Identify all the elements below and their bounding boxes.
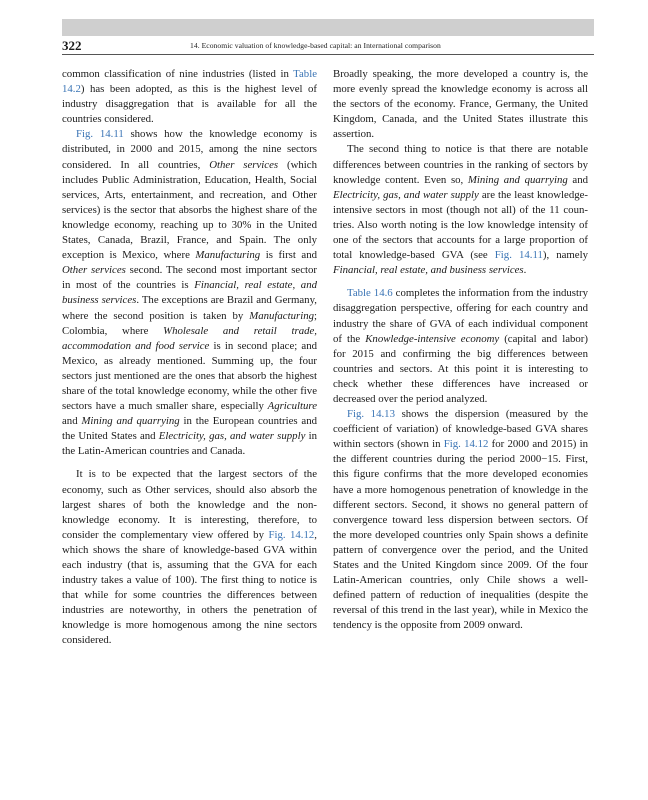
paragraph: Fig. 14.13 shows the dispersion (measured by the coefficient of variation) of knowledge-based GVA shares within sectors (shown in Fig. 14.12 for 2000 and 2015) in the different countries during the period 2000−15. First, this figure confirms that the more developed economies have a more homogenous penetration of knowledge in the different sectors. Second, it shows no general pattern of convergence toward less dispersion between sectors. Of the more developed countries only Spain shows a definite pattern of convergence over the period, and the United States and the United Kingdom since 2009. Of the four Latin-American countries, only Chile shows a well-defined pattern of reduction of inequalities (despite the reversal of this trend in the last year), while in Mexico the tendency is the opposite from 2009 onward.: [333, 408, 588, 632]
paragraph: The second thing to notice is that there are notable differences between countries in the ranking of sectors by knowledge content. Even so, Mining and quarrying and Electricity, gas, and water supply are the least knowledge-intensive sectors in most (though not all) of the 11 countries. Also worth noting is the low knowledge intensity of one of the sectors that accounts for a large proportion of total knowledge-based GVA (see Fig. 14.11), namely Financial, real estate, and business services.: [333, 143, 588, 277]
table-14-6-link[interactable]: Table 14.6: [347, 287, 393, 300]
paragraph: Table 14.6 completes the information from the industry disaggregation perspective, offering for each country and industry the share of GVA of each individual component of the Knowledge-intensive economy (capital and labor) for 2015 and confirming the big differences between countries and sectors. At this point it is interesting to check whether these differences have increased or decreased over the period analyzed.: [333, 287, 588, 405]
fig-14-12-link[interactable]: Fig. 14.12: [268, 528, 315, 541]
right-column: [333, 67, 588, 633]
header-rule: [62, 54, 594, 55]
left-column: [62, 67, 317, 649]
fig-14-11-link[interactable]: Fig. 14.11: [494, 249, 543, 262]
paragraph: Broadly speaking, the more developed a country is, the more evenly spread the knowledge economy is across all the sectors of the economy. France, Germany, the United Kingdom, Canada, and the United States illustrate this assertion.: [333, 68, 588, 141]
fig-14-13-link[interactable]: Fig. 14.13: [347, 408, 395, 421]
page-number: 322: [62, 38, 82, 53]
running-title: 14. Economic valuation of knowledge-based capital: an International comparison: [190, 41, 441, 50]
paragraph: common classification of nine industries (listed in Table 14.2) has been adopted, as this is the highest level of industry disaggregation that is available for all the countries considered.: [62, 68, 317, 126]
header-bar: [62, 19, 594, 36]
fig-14-11-link[interactable]: Fig. 14.11: [76, 128, 124, 141]
paragraph: It is to be expected that the largest sectors of the economy, such as Other services, should also absorb the largest shares of both the knowledge and the non-knowledge economy. It is interesting, therefore, to consider the complementary view offered by Fig. 14.12, which shows the share of knowledge-based GVA within each industry (that is, assuming that the GVA for each industry takes a value of 100). The first thing to notice is that while for some countries the differences between industries are noteworthy, in others the penetration of knowledge is more homogenous among the nine sectors considered.: [62, 468, 317, 647]
paragraph: Fig. 14.11 shows how the knowledge economy is distributed, in 2000 and 2015, among the nine sectors considered. In all countries, Other services (which includes Public Administration, Education, Health, Social services, Arts, entertainment, and recreation, and Other services) is the sector that absorbs the highest share of the knowledge economy, reaching up to 30% in the United States, Canada, Brazil, France, and Spain. The only exception is Mexico, where Manufacturing is first and Other services second. The second most important sector in most of the countries is Financial, real estate, and business services. The exceptions are Brazil and Germany, where the second position is taken by Manufacturing; Colombia, where Wholesale and retail trade, accommodation and food service is in second place; and Mexico, as already mentioned. Summing up, the four sectors just mentioned are the ones that absorb the highest share of the total knowledge economy, while the other five sectors have a much smaller share, especially Agriculture and Mining and quarrying in the European countries and the United States and Electricity, gas, and water supply in the Latin-American countries and Canada.: [62, 128, 318, 458]
table-14-2-link[interactable]: Table 14.2: [62, 68, 317, 96]
fig-14-12-link[interactable]: Fig. 14.12: [443, 438, 489, 451]
